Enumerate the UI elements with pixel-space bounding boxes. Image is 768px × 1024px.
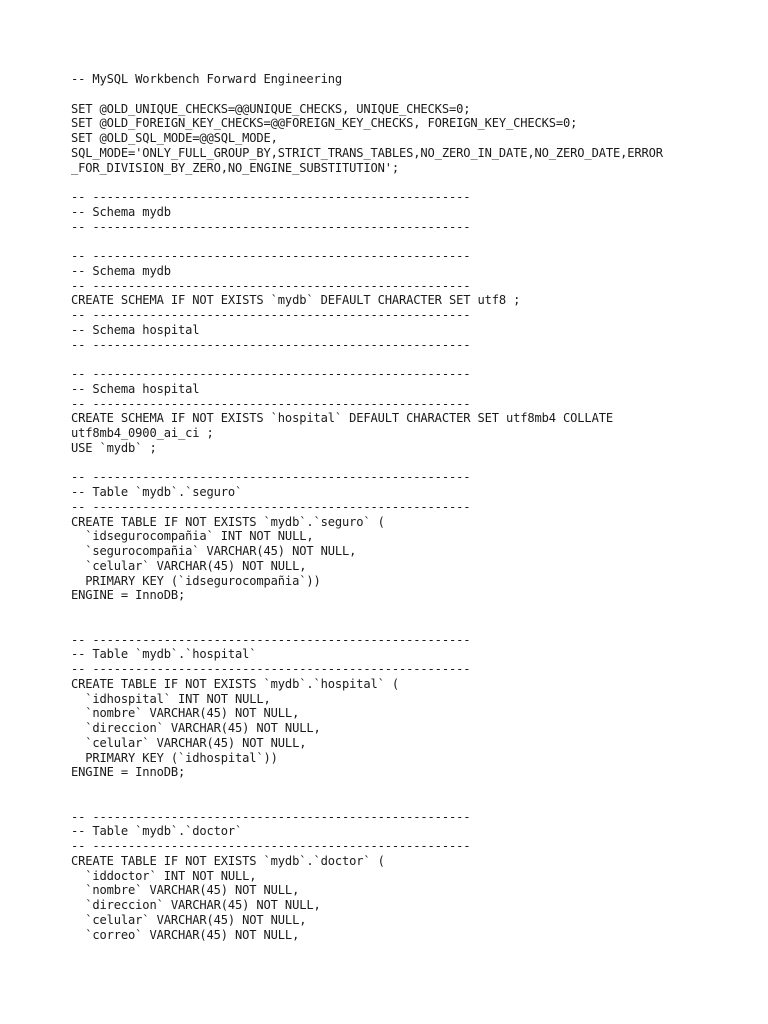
code-line [71,234,761,249]
code-line: USE `mydb` ; [71,440,157,455]
code-line: CREATE TABLE IF NOT EXISTS `mydb`.`seguro` ( [71,514,385,529]
code-line: -- Table `mydb`.`hospital` [71,647,257,662]
code-line: `direccion` VARCHAR(45) NOT NULL, [71,898,321,912]
code-line: `direccion` VARCHAR(45) NOT NULL, [71,721,321,735]
code-line: ENGINE = InnoDB; [71,765,186,780]
code-line: -- ----------------------------------------------------- [71,839,471,853]
code-line: SET @OLD_SQL_MODE=@@SQL_MODE, [71,131,278,145]
code-line [71,603,761,618]
code-line: `segurocompañia` VARCHAR(45) NOT NULL, [71,544,357,558]
code-line: `idhospital` INT NOT NULL, [71,691,271,706]
code-line: -- ----------------------------------------------------- [71,249,471,263]
code-line [71,456,761,471]
code-line: -- Schema hospital [71,381,200,396]
code-line: -- ----------------------------------------------------- [71,809,471,824]
code-line: utf8mb4_0900_ai_ci ; [71,426,214,440]
code-line: `nombre` VARCHAR(45) NOT NULL, [71,706,300,721]
code-line [71,175,761,190]
code-line: `idsegurocompañia` INT NOT NULL, [71,529,314,544]
code-line: -- ----------------------------------------------------- [71,308,471,322]
code-line: -- ----------------------------------------------------- [71,662,471,676]
code-line: SET @OLD_UNIQUE_CHECKS=@@UNIQUE_CHECKS, UNIQUE_CHECKS=0; [71,101,471,116]
code-line: -- ----------------------------------------------------- [71,219,471,234]
code-line: -- MySQL Workbench Forward Engineering [71,72,342,86]
code-line [71,618,761,633]
code-line: -- Schema hospital [71,322,200,337]
code-line: -- Table `mydb`.`doctor` [71,824,243,839]
code-line: -- ----------------------------------------------------- [71,278,471,293]
code-line: `correo` VARCHAR(45) NOT NULL, [71,927,300,942]
code-line: SET @OLD_FOREIGN_KEY_CHECKS=@@FOREIGN_KEY_CHECKS, FOREIGN_KEY_CHECKS=0; [71,116,578,131]
code-line: `celular` VARCHAR(45) NOT NULL, [71,558,307,573]
code-line: `celular` VARCHAR(45) NOT NULL, [71,735,307,750]
code-line: CREATE SCHEMA IF NOT EXISTS `hospital` DEFAULT CHARACTER SET utf8mb4 COLLATE [71,411,613,426]
code-line: CREATE SCHEMA IF NOT EXISTS `mydb` DEFAULT CHARACTER SET utf8 ; [71,293,521,308]
code-line [71,780,761,795]
code-line [71,795,761,810]
code-line: -- ----------------------------------------------------- [71,632,471,647]
code-line: `celular` VARCHAR(45) NOT NULL, [71,912,307,927]
code-line: -- Table `mydb`.`seguro` [71,485,243,499]
code-line: -- ----------------------------------------------------- [71,190,471,204]
code-line: -- Schema mydb [71,204,171,219]
code-line: ENGINE = InnoDB; [71,588,186,603]
code-line: CREATE TABLE IF NOT EXISTS `mydb`.`doctor` ( [71,853,385,868]
code-line [71,87,761,102]
code-line: -- ----------------------------------------------------- [71,499,471,514]
code-line: PRIMARY KEY (`idsegurocompañia`)) [71,573,321,588]
code-line: -- ----------------------------------------------------- [71,396,471,411]
code-line [71,352,761,367]
document-page [71,72,761,942]
code-line: PRIMARY KEY (`idhospital`)) [71,750,278,765]
code-line: -- ----------------------------------------------------- [71,337,471,352]
code-line: SQL_MODE='ONLY_FULL_GROUP_BY,STRICT_TRANS_TABLES,NO_ZERO_IN_DATE,NO_ZERO_DATE,ERROR [71,145,663,160]
code-line: `nombre` VARCHAR(45) NOT NULL, [71,883,300,898]
code-line: -- ----------------------------------------------------- [71,367,471,381]
code-line: -- Schema mydb [71,263,171,278]
code-line: CREATE TABLE IF NOT EXISTS `mydb`.`hospital` ( [71,676,400,691]
code-line: -- ----------------------------------------------------- [71,470,471,485]
code-line: _FOR_DIVISION_BY_ZERO,NO_ENGINE_SUBSTITUTION'; [71,160,400,175]
code-line: `iddoctor` INT NOT NULL, [71,868,257,883]
